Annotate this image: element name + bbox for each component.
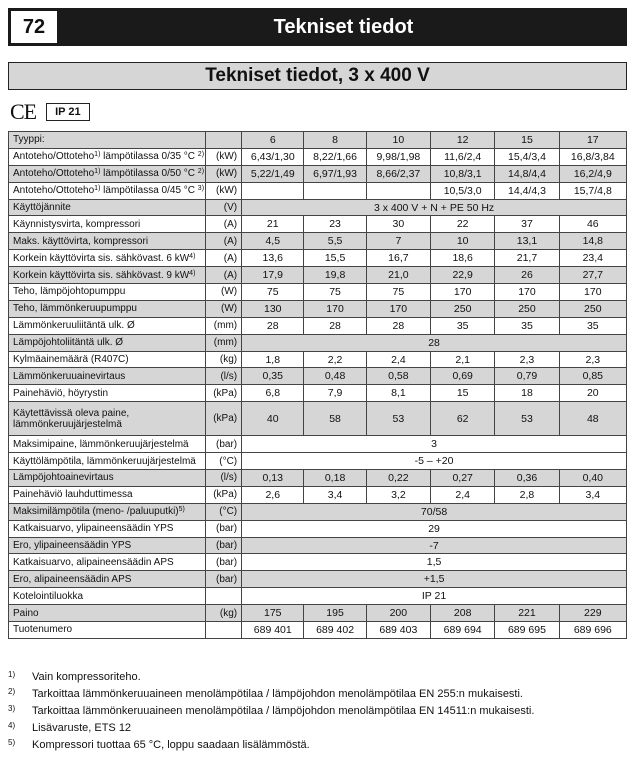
footnote-text: Tarkoittaa lämmönkeruuaineen menolämpötilaa / lämpöjohdon menolämpötilaa EN 14511:n mukaisesti. (32, 704, 535, 717)
row-unit: (A) (205, 233, 241, 250)
cell-value (242, 182, 304, 199)
cell-value: 170 (495, 284, 559, 301)
row-label (9, 537, 206, 554)
label-text: Tyyppi: (13, 134, 45, 146)
footnote-ref: 1) (94, 168, 101, 176)
row-label (9, 470, 206, 487)
cell-value: 0,18 (304, 470, 366, 487)
footnote-ref: 2) (197, 151, 205, 159)
cell-value: 17 (559, 132, 626, 149)
cell-value: 195 (304, 605, 366, 622)
cell-value: 3,2 (366, 486, 430, 503)
cell-value: 48 (559, 402, 626, 436)
cell-value: 221 (495, 605, 559, 622)
table-row (9, 503, 627, 520)
cell-value: 13,6 (242, 250, 304, 267)
cell-value: 250 (559, 300, 626, 317)
cell-value: 0,58 (366, 368, 430, 385)
cell-value: 15 (495, 132, 559, 149)
cell-value: 62 (431, 402, 495, 436)
cell-value: 0,48 (304, 368, 366, 385)
row-unit: (kW) (205, 148, 241, 165)
table-row (9, 351, 627, 368)
label-text: Käynnistysvirta, kompressori (13, 218, 141, 230)
row-unit: (A) (205, 267, 241, 284)
footnote-number: 5) (8, 738, 16, 747)
cell-value: 30 (366, 216, 430, 233)
cell-value: 7 (366, 233, 430, 250)
cell-value: 0,40 (559, 470, 626, 487)
row-label (9, 267, 206, 284)
label-text: Antoteho/Ottoteho (13, 185, 95, 197)
label-text: Lämpöjohtoliitäntä ulk. Ø (13, 337, 124, 349)
row-label (9, 351, 206, 368)
cell-value: 0,35 (242, 368, 304, 385)
row-unit: (kg) (205, 351, 241, 368)
table-row (9, 588, 627, 605)
cell-value: 689 694 (431, 622, 495, 639)
label-text: Antoteho/Ottoteho (13, 151, 95, 163)
cell-value: 250 (495, 300, 559, 317)
footnote-ref: 5) (178, 506, 185, 514)
cell-value: 14,8 (559, 233, 626, 250)
footnote-ref: 1) (94, 185, 101, 193)
cell-value: 14,8/4,4 (495, 165, 559, 182)
row-label (9, 182, 206, 199)
cell-value: 53 (495, 402, 559, 436)
cell-value: 5,22/1,49 (242, 165, 304, 182)
label-text: Käyttölämpötila, lämmönkeruujärjestelmä (13, 455, 196, 467)
cell-value: 8 (304, 132, 366, 149)
cell-value: 8,22/1,66 (304, 148, 366, 165)
cell-value: 28 (366, 317, 430, 334)
cell-value: 6 (242, 132, 304, 149)
cell-value: 0,13 (242, 470, 304, 487)
cell-value: 75 (366, 284, 430, 301)
footnote-text: Lisävaruste, ETS 12 (32, 721, 132, 734)
row-unit: (bar) (205, 571, 241, 588)
label-text: Ero, alipaineensäädin APS (13, 573, 132, 585)
row-unit (205, 132, 241, 149)
cell-value: 35 (495, 317, 559, 334)
table-row (9, 233, 627, 250)
label-text: Maksimilämpötila (meno- /paluuputki) (13, 506, 179, 518)
row-unit (205, 588, 241, 605)
cell-value: 22 (431, 216, 495, 233)
row-label (9, 148, 206, 165)
row-value-all: 70/58 (242, 503, 627, 520)
row-unit: (bar) (205, 436, 241, 453)
row-label (9, 588, 206, 605)
label-text: Katkaisuarvo, alipaineensäädin APS (13, 556, 174, 568)
cell-value: 0,36 (495, 470, 559, 487)
cell-value: 11,6/2,4 (431, 148, 495, 165)
row-unit: (A) (205, 216, 241, 233)
row-unit: (bar) (205, 537, 241, 554)
table-row (9, 470, 627, 487)
table-row (9, 317, 627, 334)
ce-mark: CE (10, 99, 37, 124)
cell-value: 689 695 (495, 622, 559, 639)
page-header (8, 8, 627, 46)
label-text: Korkein käyttövirta sis. sähkövast. 9 kW (13, 269, 190, 281)
row-label (9, 300, 206, 317)
footnote-ref: 2) (197, 168, 205, 176)
footnotes (8, 668, 627, 753)
row-unit: (mm) (205, 334, 241, 351)
row-value-all: 28 (242, 334, 627, 351)
cell-value: 15 (431, 385, 495, 402)
cell-value: 58 (304, 402, 366, 436)
table-row (9, 436, 627, 453)
row-label (9, 165, 206, 182)
footnote-number: 1) (8, 670, 16, 679)
row-value-all: 3 (242, 436, 627, 453)
table-row (9, 385, 627, 402)
cell-value: 200 (366, 605, 430, 622)
table-row (9, 165, 627, 182)
cell-value: 689 403 (366, 622, 430, 639)
footnote (8, 702, 627, 719)
cell-value: 170 (431, 284, 495, 301)
label-text: Lämmönkeruuainevirtaus (13, 370, 126, 382)
cell-value: 6,97/1,93 (304, 165, 366, 182)
spec-table (8, 131, 627, 639)
label-text-cont: lämpötilassa 0/35 °C (100, 151, 198, 163)
cell-value: 170 (366, 300, 430, 317)
cell-value: 229 (559, 605, 626, 622)
table-row (9, 334, 627, 351)
cell-value: 15,4/3,4 (495, 148, 559, 165)
cell-value: 175 (242, 605, 304, 622)
row-unit: (kg) (205, 605, 241, 622)
cell-value: 37 (495, 216, 559, 233)
table-row (9, 148, 627, 165)
cell-value: 16,2/4,9 (559, 165, 626, 182)
cell-value: 53 (366, 402, 430, 436)
row-label (9, 250, 206, 267)
cell-value: 35 (559, 317, 626, 334)
cell-value: 18 (495, 385, 559, 402)
cell-value: 3,4 (559, 486, 626, 503)
cell-value: 20 (559, 385, 626, 402)
cell-value: 14,4/4,3 (495, 182, 559, 199)
cell-value: 2,4 (431, 486, 495, 503)
cell-value: 2,4 (366, 351, 430, 368)
footnote-ref: 4) (189, 252, 196, 260)
label-text: Käytettävissä oleva paine, (13, 407, 130, 419)
label-text: Tuotenumero (13, 624, 73, 636)
row-label (9, 605, 206, 622)
cell-value: 15,5 (304, 250, 366, 267)
cell-value: 75 (242, 284, 304, 301)
cell-value: 2,2 (304, 351, 366, 368)
label-text: Kotelointiluokka (13, 590, 84, 602)
footnote-ref: 3) (197, 185, 205, 193)
cell-value: 21 (242, 216, 304, 233)
row-label (9, 554, 206, 571)
row-unit: (bar) (205, 554, 241, 571)
row-value-all: 29 (242, 520, 627, 537)
cell-value: 130 (242, 300, 304, 317)
cell-value: 170 (304, 300, 366, 317)
footnote-ref: 1) (94, 151, 101, 159)
page-title: Tekniset tiedot (273, 15, 414, 38)
row-unit: (bar) (205, 520, 241, 537)
footnote-text: Tarkoittaa lämmönkeruuaineen menolämpötilaa / lämpöjohdon menolämpötilaa EN 255:n mukaisesti. (32, 687, 523, 700)
label-text: Painehäviö, höyrystin (13, 387, 109, 399)
table-row (9, 605, 627, 622)
row-value-all: -7 (242, 537, 627, 554)
cell-value: 28 (242, 317, 304, 334)
cell-value: 9,98/1,98 (366, 148, 430, 165)
cell-value: 16,7 (366, 250, 430, 267)
cell-value: 2,6 (242, 486, 304, 503)
footnote (8, 685, 627, 702)
row-label (9, 199, 206, 216)
row-unit: (kPa) (205, 486, 241, 503)
cell-value: 10,8/3,1 (431, 165, 495, 182)
row-label (9, 233, 206, 250)
cell-value: 10,5/3,0 (431, 182, 495, 199)
row-unit: (kW) (205, 165, 241, 182)
table-row (9, 182, 627, 199)
cell-value: 0,27 (431, 470, 495, 487)
row-label (9, 132, 206, 149)
table-row (9, 199, 627, 216)
table-row (9, 250, 627, 267)
footnote-number: 4) (8, 721, 16, 730)
row-unit: (W) (205, 300, 241, 317)
cell-value: 10 (431, 233, 495, 250)
row-label (9, 368, 206, 385)
row-unit: (kPa) (205, 385, 241, 402)
table-row (9, 284, 627, 301)
cell-value: 689 402 (304, 622, 366, 639)
label-text: Lämmönkeruuliitäntä ulk. Ø (13, 320, 135, 332)
row-unit: (A) (205, 250, 241, 267)
row-unit: (kW) (205, 182, 241, 199)
footnote-ref: 4) (189, 269, 196, 277)
row-value-all: 3 x 400 V + N + PE 50 Hz (242, 199, 627, 216)
row-unit: (W) (205, 284, 241, 301)
label-text: Käyttöjännite (13, 202, 71, 213)
row-value-all: 1,5 (242, 554, 627, 571)
table-row (9, 537, 627, 554)
cell-value: 0,79 (495, 368, 559, 385)
cell-value: 0,85 (559, 368, 626, 385)
table-row (9, 554, 627, 571)
footnote-text: Vain kompressoriteho. (32, 670, 141, 683)
footnote-number: 2) (8, 687, 16, 696)
cell-value: 8,1 (366, 385, 430, 402)
row-label (9, 622, 206, 639)
cell-value: 2,8 (495, 486, 559, 503)
cell-value: 5,5 (304, 233, 366, 250)
row-unit: (l/s) (205, 368, 241, 385)
table-row (9, 216, 627, 233)
cell-value: 1,8 (242, 351, 304, 368)
label-text-cont: lämpötilassa 0/45 °C (100, 185, 198, 197)
table-row (9, 453, 627, 470)
cell-value (304, 182, 366, 199)
row-label (9, 216, 206, 233)
cell-value: 40 (242, 402, 304, 436)
cell-value: 0,22 (366, 470, 430, 487)
cell-value: 22,9 (431, 267, 495, 284)
footnote (8, 668, 627, 685)
row-label (9, 503, 206, 520)
label-text: Katkaisuarvo, ylipaineensäädin YPS (13, 523, 174, 535)
label-text: Painehäviö lauhduttimessa (13, 489, 133, 501)
cell-value: 35 (431, 317, 495, 334)
row-label (9, 334, 206, 351)
cell-value: 2,3 (559, 351, 626, 368)
cell-value: 2,3 (495, 351, 559, 368)
cell-value: 17,9 (242, 267, 304, 284)
cell-value: 208 (431, 605, 495, 622)
table-row (9, 267, 627, 284)
row-label (9, 453, 206, 470)
label-text-cont: lämpötilassa 0/50 °C (100, 168, 198, 180)
label-text: Antoteho/Ottoteho (13, 168, 95, 180)
cell-value: 19,8 (304, 267, 366, 284)
cell-value: 21,0 (366, 267, 430, 284)
cell-value (366, 182, 430, 199)
label-text: Paino (13, 607, 39, 619)
row-value-all: +1,5 (242, 571, 627, 588)
row-label (9, 402, 206, 436)
cell-value: 27,7 (559, 267, 626, 284)
table-row (9, 486, 627, 503)
cell-value: 4,5 (242, 233, 304, 250)
cell-value: 46 (559, 216, 626, 233)
table-row (9, 520, 627, 537)
label-text: Lämpöjohtoainevirtaus (13, 472, 114, 484)
certification-marks (10, 99, 90, 124)
cell-value: 23,4 (559, 250, 626, 267)
label-text: Ero, ylipaineensäädin YPS (13, 540, 132, 552)
row-label (9, 284, 206, 301)
cell-value: 16,8/3,84 (559, 148, 626, 165)
cell-value: 689 696 (559, 622, 626, 639)
table-row (9, 132, 627, 149)
table-row (9, 300, 627, 317)
cell-value: 2,1 (431, 351, 495, 368)
cell-value: 26 (495, 267, 559, 284)
row-unit: (kPa) (205, 402, 241, 436)
footnote (8, 736, 627, 753)
table-row (9, 368, 627, 385)
cell-value: 18,6 (431, 250, 495, 267)
row-value-all: IP 21 (242, 588, 627, 605)
cell-value: 7,9 (304, 385, 366, 402)
page-number: 72 (8, 8, 60, 46)
row-value-all: -5 – +20 (242, 453, 627, 470)
table-row (9, 402, 627, 436)
label-text: Maks. käyttövirta, kompressori (13, 235, 149, 247)
cell-value: 75 (304, 284, 366, 301)
row-unit: (l/s) (205, 470, 241, 487)
cell-value: 170 (559, 284, 626, 301)
cell-value: 3,4 (304, 486, 366, 503)
cell-value: 689 401 (242, 622, 304, 639)
cell-value: 0,69 (431, 368, 495, 385)
row-unit: (°C) (205, 453, 241, 470)
label-text: Teho, lämpöjohtopumppu (13, 286, 126, 298)
label-text: Korkein käyttövirta sis. sähkövast. 6 kW (13, 252, 190, 264)
section-title: Tekniset tiedot, 3 x 400 V (8, 62, 627, 90)
cell-value: 10 (366, 132, 430, 149)
row-label (9, 317, 206, 334)
cell-value: 250 (431, 300, 495, 317)
cell-value: 12 (431, 132, 495, 149)
label-text: Maksimipaine, lämmönkeruujärjestelmä (13, 438, 189, 450)
footnote-number: 3) (8, 704, 16, 713)
cell-value: 23 (304, 216, 366, 233)
cell-value: 21,7 (495, 250, 559, 267)
cell-value: 13,1 (495, 233, 559, 250)
cell-value: 6,8 (242, 385, 304, 402)
row-label (9, 486, 206, 503)
cell-value: 6,43/1,30 (242, 148, 304, 165)
footnote-text: Kompressori tuottaa 65 °C, loppu saadaan lisälämmöstä. (32, 738, 310, 751)
label-text: Kylmäainemäärä (R407C) (13, 354, 129, 366)
row-unit: (mm) (205, 317, 241, 334)
cell-value: 8,66/2,37 (366, 165, 430, 182)
row-unit (205, 622, 241, 639)
cell-value: 28 (304, 317, 366, 334)
row-label (9, 571, 206, 588)
row-label (9, 385, 206, 402)
label-text: Teho, lämmönkeruupumppu (13, 303, 137, 315)
row-unit: (°C) (205, 503, 241, 520)
row-label (9, 436, 206, 453)
row-label (9, 520, 206, 537)
table-row (9, 622, 627, 639)
ip-rating-badge: IP 21 (46, 103, 90, 121)
row-unit: (V) (205, 199, 241, 216)
cell-value: 15,7/4,8 (559, 182, 626, 199)
footnote (8, 719, 627, 736)
label-text-line2: lämmönkeruujärjestelmä (13, 418, 122, 430)
table-row (9, 571, 627, 588)
